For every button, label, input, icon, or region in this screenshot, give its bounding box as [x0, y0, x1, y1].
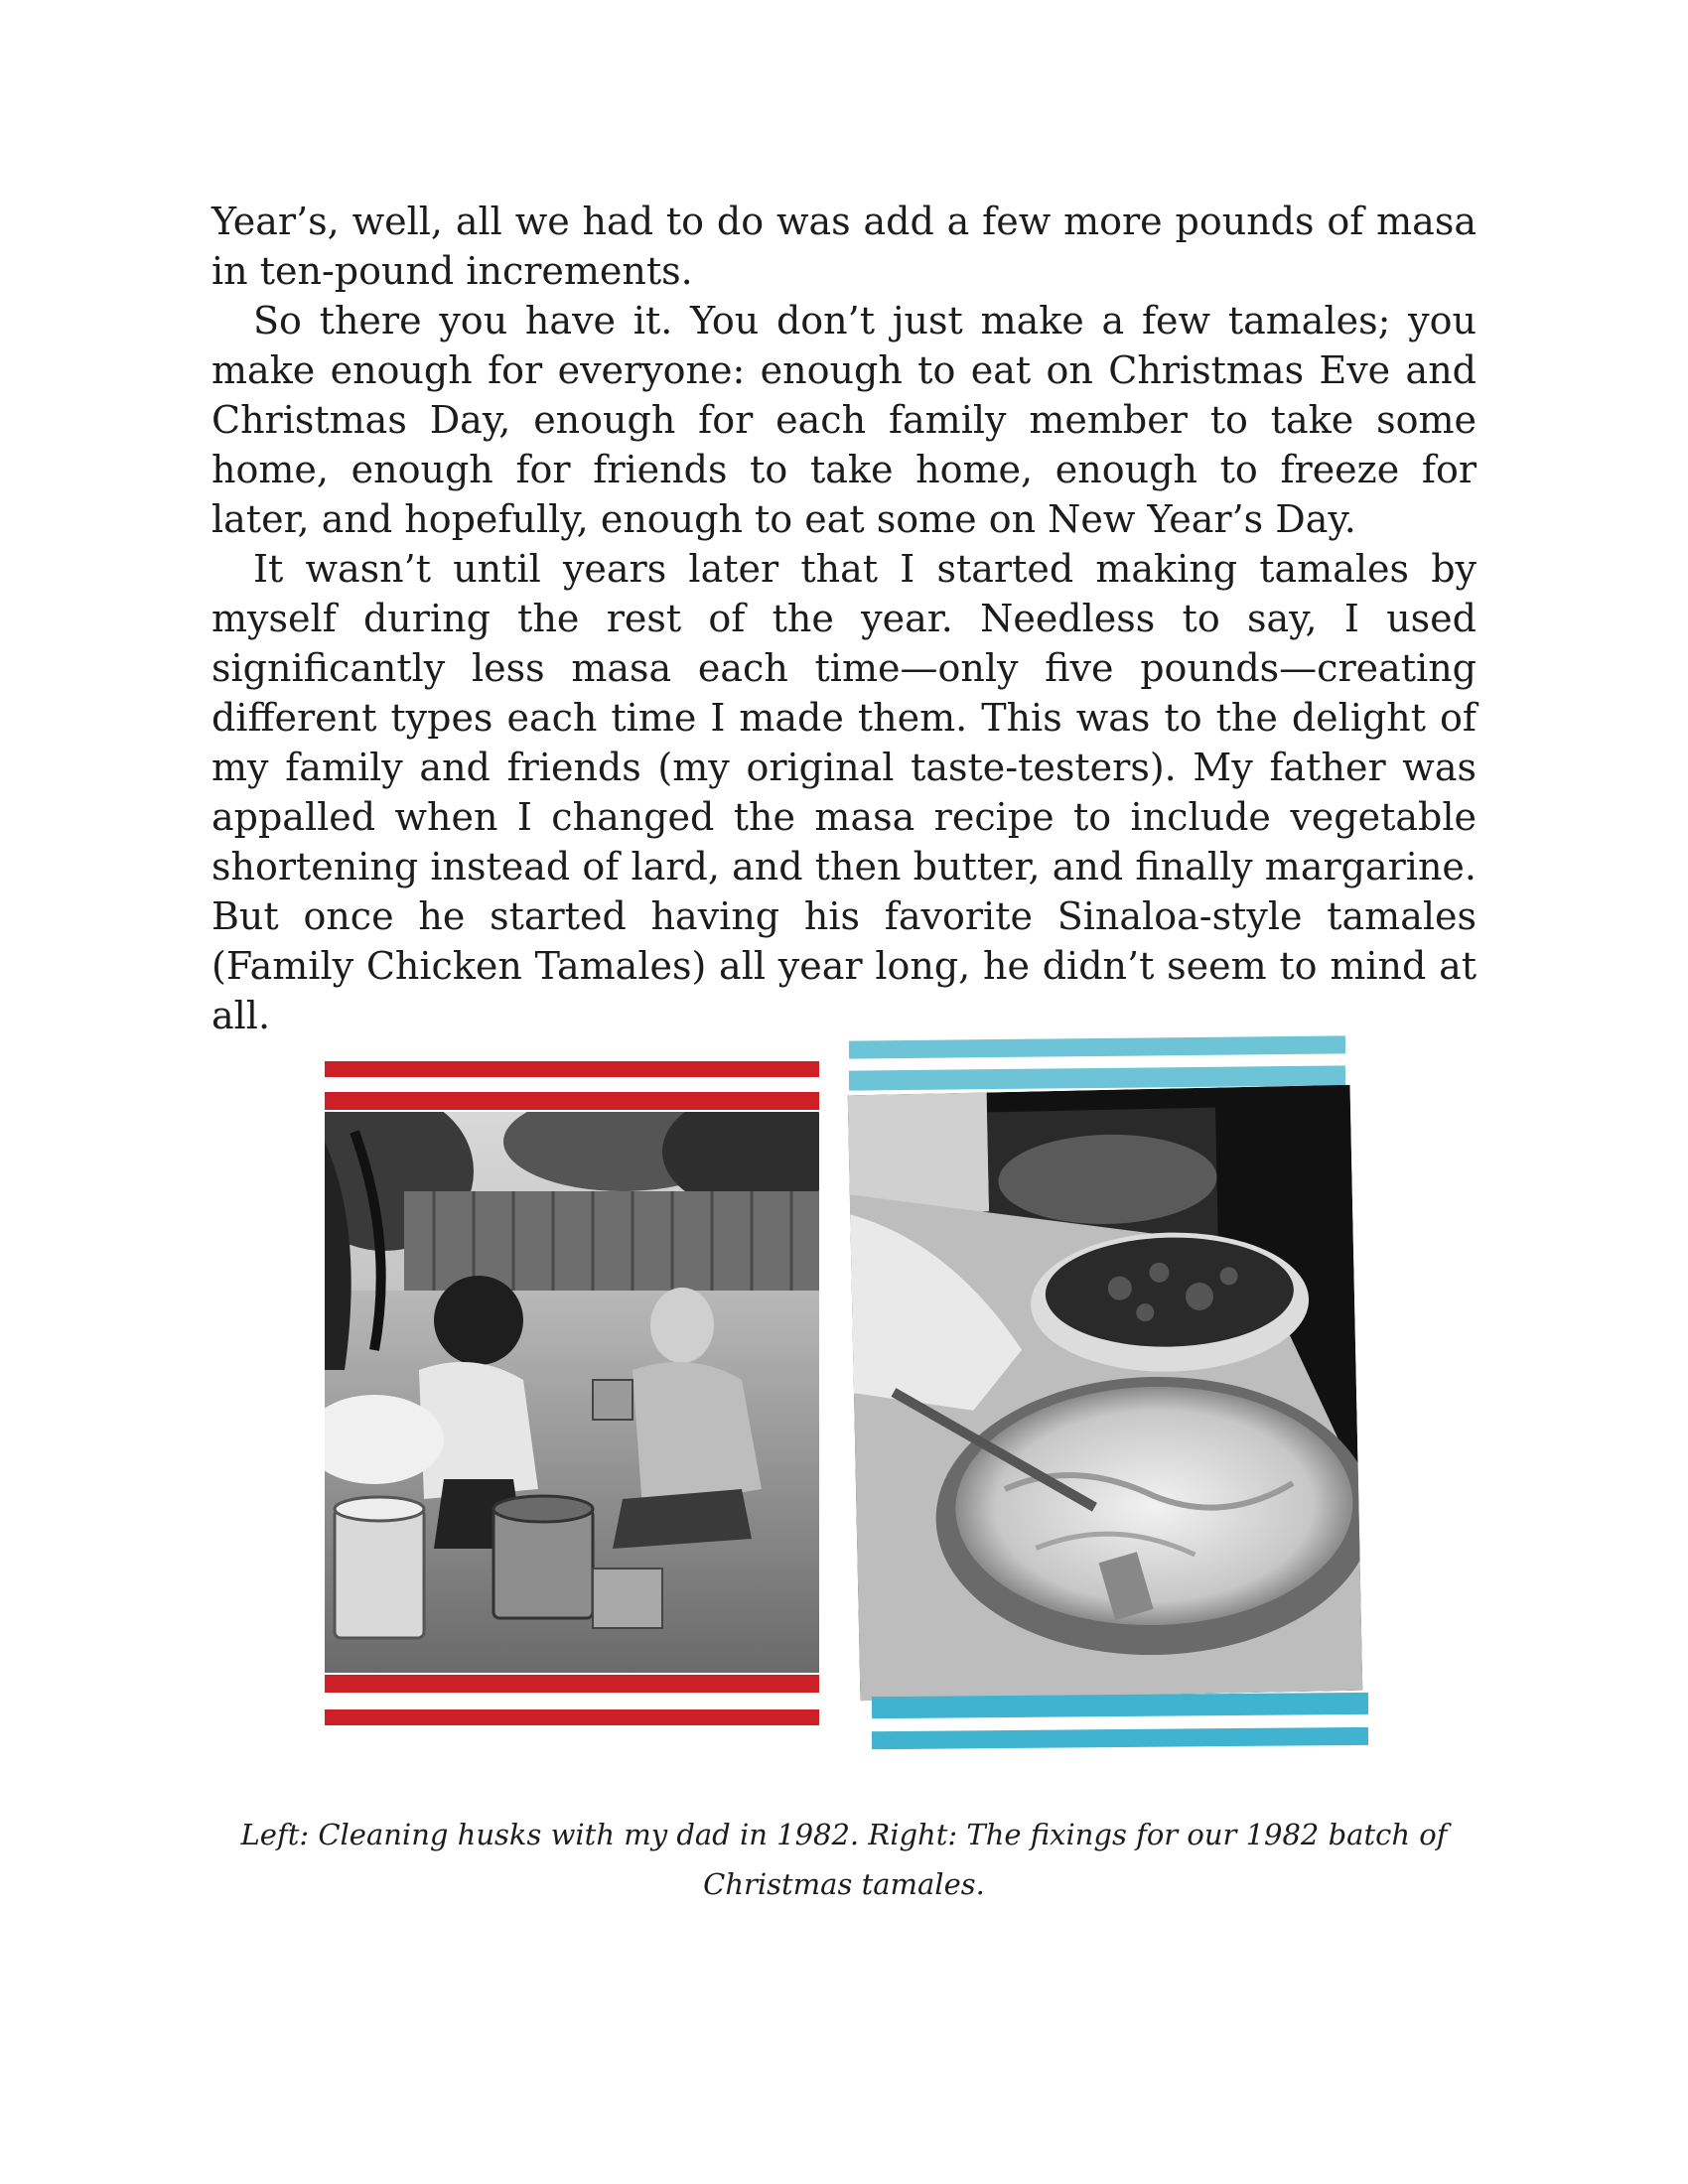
paragraph-3: It wasn’t until years later that I started making tamales by myself during the rest of the year. Needless to say, I used significantly less masa each time—only five pounds—creating different types each time I made them. This was to the delight of my family and friends (my original taste-testers). My father was appalled when I changed the masa recipe to include vegetable shortening instead of lard, and then butter, and finally margarine. But once he started having his favorite Sinaloa-style tamales (Family Chicken Tamales) all year long, he didn’t seem to mind at all. [211, 547, 1477, 1037]
left-top-stripe-1 [325, 1061, 819, 1077]
right-photo [848, 1085, 1363, 1701]
right-bottom-stripe-2 [872, 1727, 1368, 1749]
right-top-stripe-1 [849, 1035, 1345, 1058]
paragraph-1: Year’s, well, all we had to do was add a few more pounds of masa in ten-pound increments. [211, 200, 1477, 293]
paragraph-2: So there you have it. You don’t just make a few tamales; you make enough for everyone: enough to eat on Christmas Eve and Christmas Day, enough for each family member to take some home, enough for friends to take home, enough to freeze for later, and hopefully, enough to eat some on New Year’s Day. [211, 299, 1477, 541]
left-bottom-stripe-2 [325, 1709, 819, 1725]
left-top-stripe-2 [325, 1092, 819, 1110]
body-text [211, 197, 1477, 1040]
left-bottom-stripe-1 [325, 1675, 819, 1693]
figure-caption: Left: Cleaning husks with my dad in 1982. Right: The fixings for our 1982 batch of Christmas tamales. [240, 1818, 1448, 1901]
left-photo [325, 1112, 819, 1673]
right-bottom-stripe-1 [872, 1693, 1368, 1718]
